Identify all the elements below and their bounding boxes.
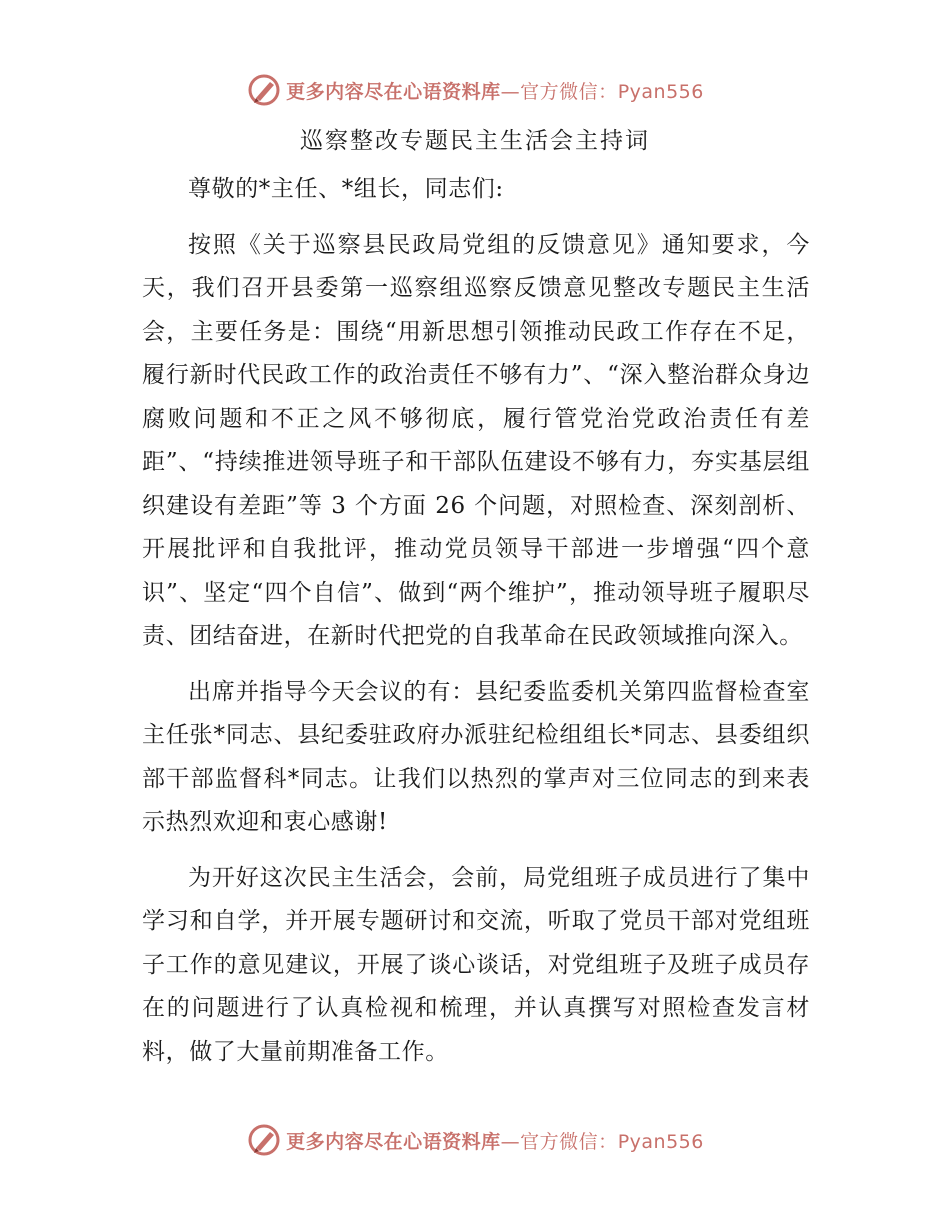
watermark-wechat-id: Pyan556	[617, 80, 704, 103]
watermark-text	[286, 77, 704, 104]
body-paragraph: 为开好这次民主生活会，会前，局党组班子成员进行了集中学习和自学，并开展专题研讨和交流，听取了党员干部对党组班子工作的意见建议，开展了谈心谈话，对党组班子及班子成员存在的问题进行了认真检视和梳理，并认真撰写对照检查发言材料，做了大量前期准备工作。	[142, 864, 810, 1065]
watermark-brand: 更多内容尽在心语资料库	[286, 80, 501, 103]
salutation-paragraph: 尊敬的*主任、*组长，同志们:	[188, 176, 504, 202]
watermark-text	[286, 1127, 704, 1154]
watermark-separator: —	[500, 1130, 521, 1153]
body-paragraph: 出席并指导今天会议的有：县纪委监委机关第四监督检查室主任张*同志、县纪委驻政府办派驻纪检组组长*同志、县委组织部干部监督科*同志。让我们以热烈的掌声对三位同志的到来表示热烈欢迎和衷心感谢!	[142, 678, 810, 835]
watermark-separator: —	[500, 80, 521, 103]
document-body	[142, 168, 810, 1086]
watermark-wechat-label: 官方微信：	[520, 1130, 618, 1153]
pen-logo-icon	[246, 72, 282, 108]
watermark-wechat-label: 官方微信：	[520, 80, 618, 103]
watermark-wechat-id: Pyan556	[617, 1130, 704, 1153]
document-title: 巡察整改专题民主生活会主持词	[300, 128, 650, 154]
body-paragraph: 按照《关于巡察县民政局党组的反馈意见》通知要求，今天，我们召开县委第一巡察组巡察反馈意见整改专题民主生活会，主要任务是：围绕“用新思想引领推动民政工作存在不足，履行新时代民政工作的政治责任不够有力”、“深入整治群众身边腐败问题和不正之风不够彻底，履行管党治党政治责任有差距”、“持续推进领导班子和干部队伍建设不够有力，夯实基层组织建设有差距”等 3 个方面 26 个问题，对照检查、深刻剖析、开展批评和自我批评，推动党员领导干部进一步增强“四个意识”、坚定“四个自信”、做到“两个维护”，推动领导班子履职尽责、团结奋进，在新时代把党的自我革命在民政领域推向深入。	[142, 231, 810, 649]
header-watermark	[0, 70, 950, 110]
pen-logo-icon	[246, 1122, 282, 1158]
footer-watermark	[0, 1120, 950, 1160]
watermark-brand: 更多内容尽在心语资料库	[286, 1130, 501, 1153]
